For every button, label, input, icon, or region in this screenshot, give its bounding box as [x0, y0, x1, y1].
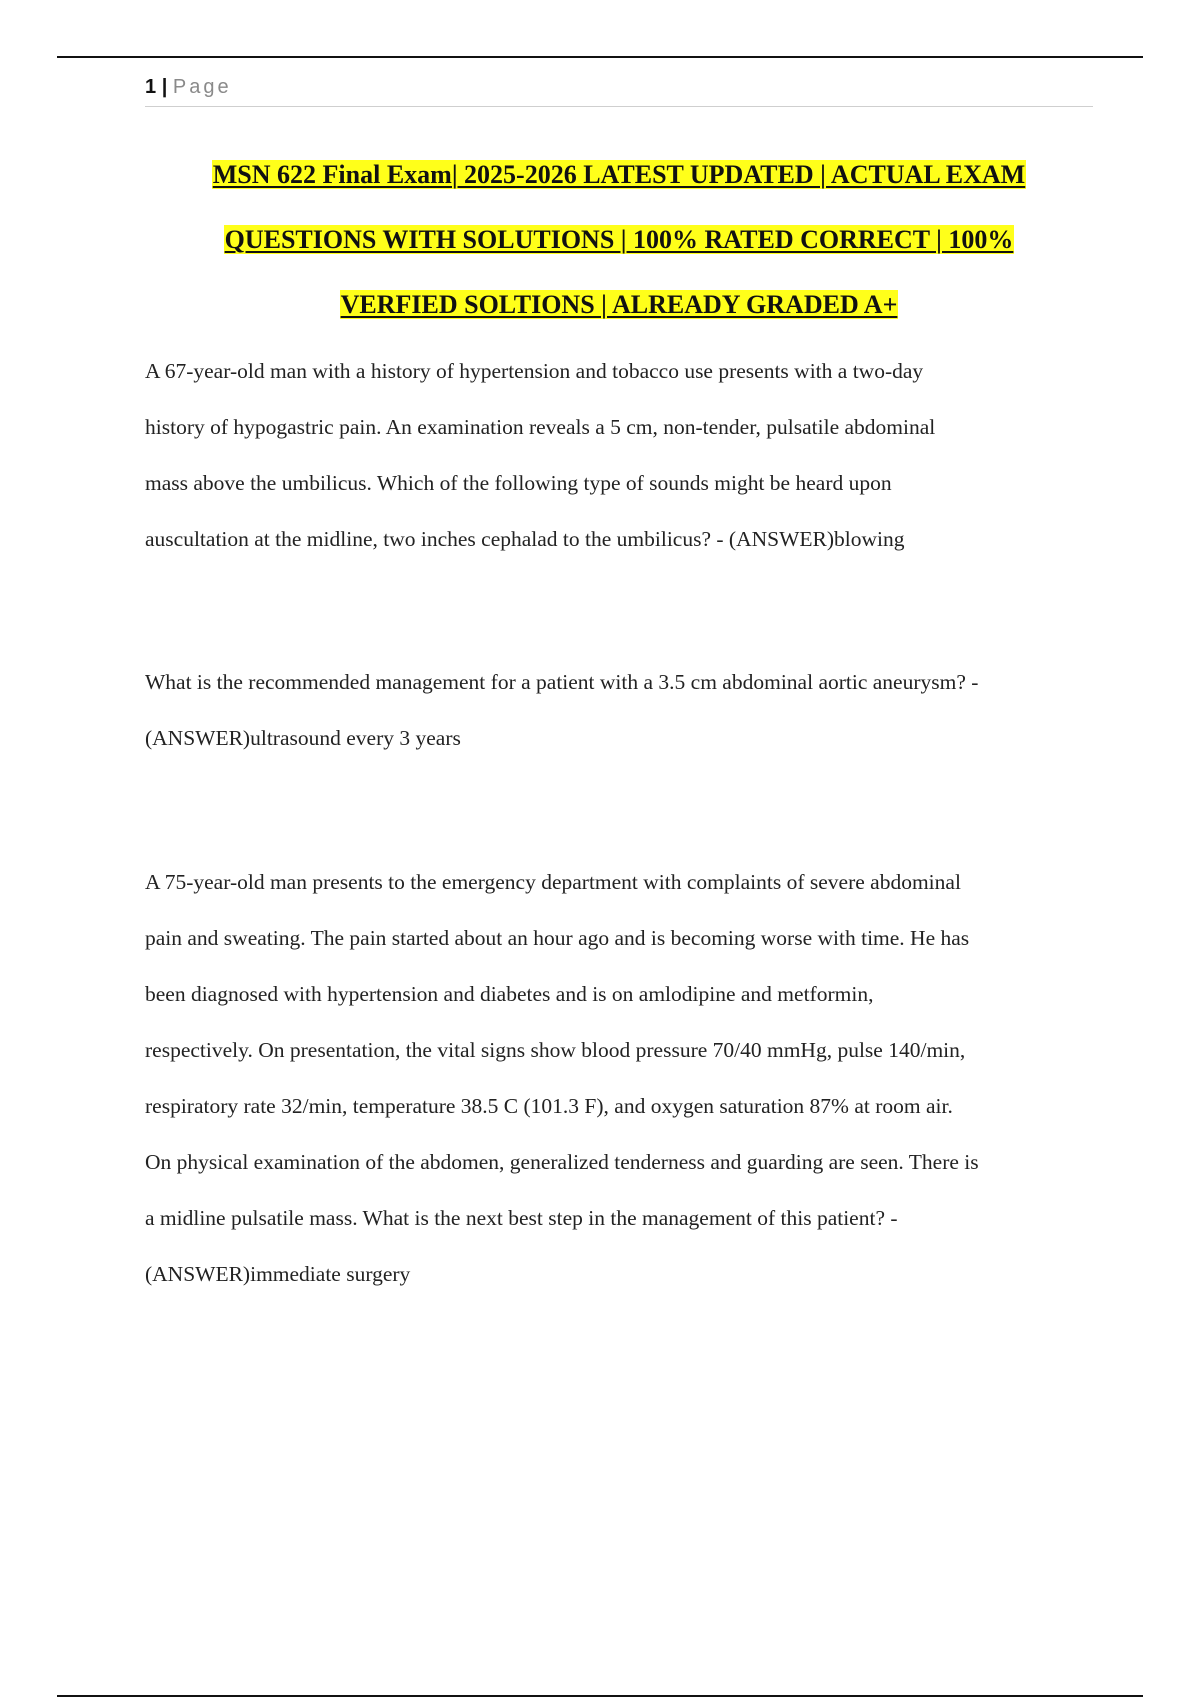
question-3-line-3: been diagnosed with hypertension and diabetes and is on amlodipine and metformin,	[145, 982, 874, 1006]
question-3-line-5: respiratory rate 32/min, temperature 38.5 C (101.3 F), and oxygen saturation 87% at room air.	[145, 1094, 953, 1118]
bottom-border-rule	[57, 1695, 1143, 1697]
question-1-line-1: A 67-year-old man with a history of hypertension and tobacco use presents with a two-day	[145, 359, 924, 383]
document-title	[145, 142, 1093, 337]
question-3-line-2: pain and sweating. The pain started about an hour ago and is becoming worse with time. He has	[145, 926, 970, 950]
page-label: Page	[172, 76, 232, 98]
title-line-3	[145, 272, 1093, 337]
question-3-line-6: On physical examination of the abdomen, generalized tenderness and guarding are seen. There is	[145, 1150, 979, 1174]
question-3-line-1: A 75-year-old man presents to the emergency department with complaints of severe abdominal	[145, 870, 961, 894]
question-1	[145, 343, 1095, 567]
title-line-3-text: VERFIED SOLTIONS | ALREADY GRADED A+	[340, 290, 898, 319]
question-3	[145, 854, 1095, 1302]
question-3-line-8: (ANSWER)immediate surgery	[145, 1262, 411, 1286]
page-number: 1	[145, 76, 157, 98]
title-line-2	[145, 207, 1093, 272]
page-header	[145, 72, 1093, 107]
question-1-line-3: mass above the umbilicus. Which of the following type of sounds might be heard upon	[145, 471, 892, 495]
question-3-line-7: a midline pulsatile mass. What is the next best step in the management of this patient? -	[145, 1206, 898, 1230]
title-line-1-text: MSN 622 Final Exam| 2025-2026 LATEST UPDATED | ACTUAL EXAM	[212, 160, 1026, 189]
top-border-rule	[57, 56, 1143, 58]
question-3-line-4: respectively. On presentation, the vital signs show blood pressure 70/40 mmHg, pulse 140/min,	[145, 1038, 966, 1062]
title-line-2-text: QUESTIONS WITH SOLUTIONS | 100% RATED CORRECT | 100%	[224, 225, 1014, 254]
question-2-line-1: What is the recommended management for a patient with a 3.5 cm abdominal aortic aneurysm? -	[145, 670, 979, 694]
question-1-line-2: history of hypogastric pain. An examination reveals a 5 cm, non-tender, pulsatile abdominal	[145, 415, 936, 439]
title-line-1	[145, 142, 1093, 207]
question-2	[145, 654, 1095, 766]
question-2-line-2: (ANSWER)ultrasound every 3 years	[145, 726, 461, 750]
question-1-line-4: auscultation at the midline, two inches cephalad to the umbilicus? - (ANSWER)blowing	[145, 527, 905, 551]
page-separator: |	[161, 76, 168, 98]
